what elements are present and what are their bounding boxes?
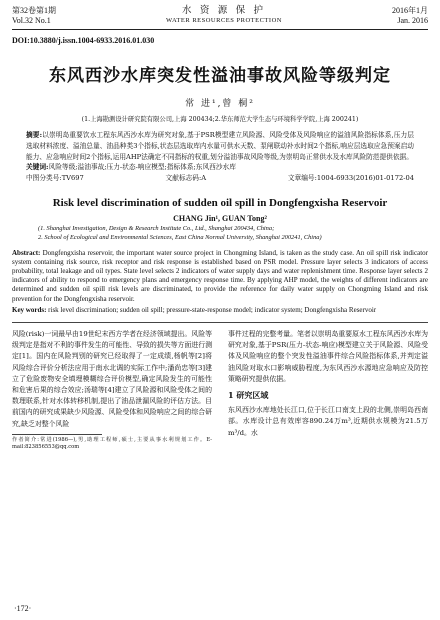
journal-name bbox=[166, 6, 282, 26]
keywords-cn-label: 关键词: bbox=[26, 163, 49, 172]
affiliations-en bbox=[12, 225, 428, 242]
journal-name-en: WATER RESOURCES PROTECTION bbox=[166, 17, 282, 24]
author-footnote: 作者简介:常进(1986—),男,助理工程师,硕士,主要从事水利规划工作。E-mail:823856553@qq.com bbox=[12, 436, 212, 450]
section-heading: 1 研究区域 bbox=[228, 390, 269, 401]
clc-number: 中图分类号:TV697 bbox=[26, 173, 84, 182]
body-left-column bbox=[12, 329, 212, 451]
doi: DOI:10.3880/j.issn.1004-6933.2016.01.030 bbox=[12, 36, 155, 45]
abstract-cn-text: 以崇明岛重要饮水工程东风西沙水库为研究对象,基于PSR模型建立风险源、风险受体及风险响应的溢油风险指标体系,压力层选取材料浓度、溢油总量、油品种类3个指标,状态层选取库内水量可供水天数、泵闸联动补水时间2个指标,响应层选取应急预案启动能力、应急响应时间2个指标,运用AHP法确定不同指标的权重,划分溢油事故风险等级,为崇明岛正常供水及水库风险防范提供依据。 bbox=[26, 131, 414, 161]
classification-line bbox=[12, 173, 428, 184]
article-number: 文章编号:1004-6933(2016)01-0172-04 bbox=[287, 173, 414, 182]
section-paragraph: 东风西沙水库地处长江口,位于长江口南支上段的北侧,崇明岛西南部。水库设计总有效库容890.24万m³,近期供水规模为21.5万m³/d。水 bbox=[228, 406, 428, 437]
authors-en: CHANG Jin¹, GUAN Tong² bbox=[173, 214, 267, 224]
abstract-en bbox=[12, 249, 428, 304]
affiliation-en-2: 2. School of Ecological and Environmental Sciences, East China Normal University, Shanghai 200241, China) bbox=[38, 233, 322, 241]
issue-info bbox=[12, 6, 56, 26]
title-en: Risk level discrimination of sudden oil spill in Dongfengxisha Reservoir bbox=[52, 197, 388, 210]
body-right-column bbox=[228, 329, 428, 451]
body-columns bbox=[12, 329, 428, 451]
header-rule bbox=[12, 29, 428, 30]
intro-continuation: 事件过程的完整考量。笔者以崇明岛重要原水工程东风西沙水库为研究对象,基于PSR(压力-状态-响应)模型建立关于风险源、风险受体及风险响应的整个突发性溢油事件综合风险指标体系,并判定溢油风险对取水口影响威胁程度,为东风西沙水源地应急响应及防控策略研究提供依据。 bbox=[228, 330, 428, 383]
publication-date bbox=[392, 6, 428, 26]
issue-en: Vol.32 No.1 bbox=[12, 16, 51, 25]
title-cn: 东风西沙水库突发性溢油事故风险等级判定 bbox=[49, 66, 391, 86]
abstract-cn-label: 摘要: bbox=[26, 131, 43, 139]
keywords-cn-text: 风险等级;溢油事故;压力-状态-响应模型;指标体系;东风西沙水库 bbox=[48, 163, 236, 172]
journal-name-cn: 水 资 源 保 护 bbox=[181, 6, 266, 16]
issue-cn: 第32卷第1期 bbox=[12, 6, 56, 15]
section-divider bbox=[12, 322, 428, 323]
document-code: 文献标志码:A bbox=[165, 173, 207, 182]
keywords-en-label: Key words: bbox=[12, 305, 47, 314]
affiliation-cn: (1.上海勘测设计研究院有限公司,上海 200434;2.华东师范大学生态与环境科学学院,上海 200241) bbox=[81, 116, 359, 123]
keywords-en-text: risk level discrimination; sudden oil spill; pressure-state-response model; indicator system; Dongfengxisha Reservoir bbox=[48, 305, 377, 314]
date-cn: 2016年1月 bbox=[392, 6, 428, 15]
authors-cn: 常 进¹,曾 桐² bbox=[185, 99, 255, 109]
page-number: ·172· bbox=[14, 604, 32, 613]
abstract-en-text: Dongfengxisha reservoir, the important water source project in Chongming Island, is taken as the study case. An oil spill risk indicator system containing risk source, risk receptor and risk response is established based on PSR model. Pressure layer selects 3 indicators of access probability, total leakage and oil types. State level selects 2 indicators of water supply days and water replenishment time. Response layer selects 2 indicators of ability to respond to emergency plans and emergency response time. By applying AHP model, the weights of different indicators are determined and sudden oil spill risk levels are discriminated, to provide the reference for daily water supply on Chongming Island and risk prevention for the Dongfengxisha reservoir. bbox=[12, 248, 428, 303]
abstract-en-label: Abstract: bbox=[12, 248, 41, 257]
running-header bbox=[12, 0, 428, 26]
footnote-rule bbox=[12, 434, 102, 435]
affiliation-en-1: (1. Shanghai Investigation, Design & Research Institute Co., Ltd., Shanghai 200434, China; bbox=[38, 225, 275, 233]
intro-paragraph: 风险(risk)一词最早由19世纪末西方学者在经济领域提出。风险等级判定是指对不利的事件发生的可能性、导致的损失等方面进行测定[1]。国内在风险判别的研究已经取得了一定成绩,杨帆等[2]将风险综合评价分析法应用于南水北调的实际工作中;潘尚忠等[3]建立了危险废物安全填埋模糊综合评价模型,确定风险发生的可能性和危害后果的综合效应;汤瑞等[4]建立了风险源和风险受体之间的数理联系,针对水体转移机制,提出了油品泄漏风险的评估方法。目前国内的研究成果缺少风险源、风险受体和风险响应之间的综合研究,缺乏对整个风险 bbox=[12, 330, 212, 428]
abstract-cn bbox=[12, 130, 428, 162]
keywords-en bbox=[12, 306, 428, 315]
keywords-cn bbox=[12, 162, 428, 173]
date-en: Jan. 2016 bbox=[397, 16, 428, 25]
